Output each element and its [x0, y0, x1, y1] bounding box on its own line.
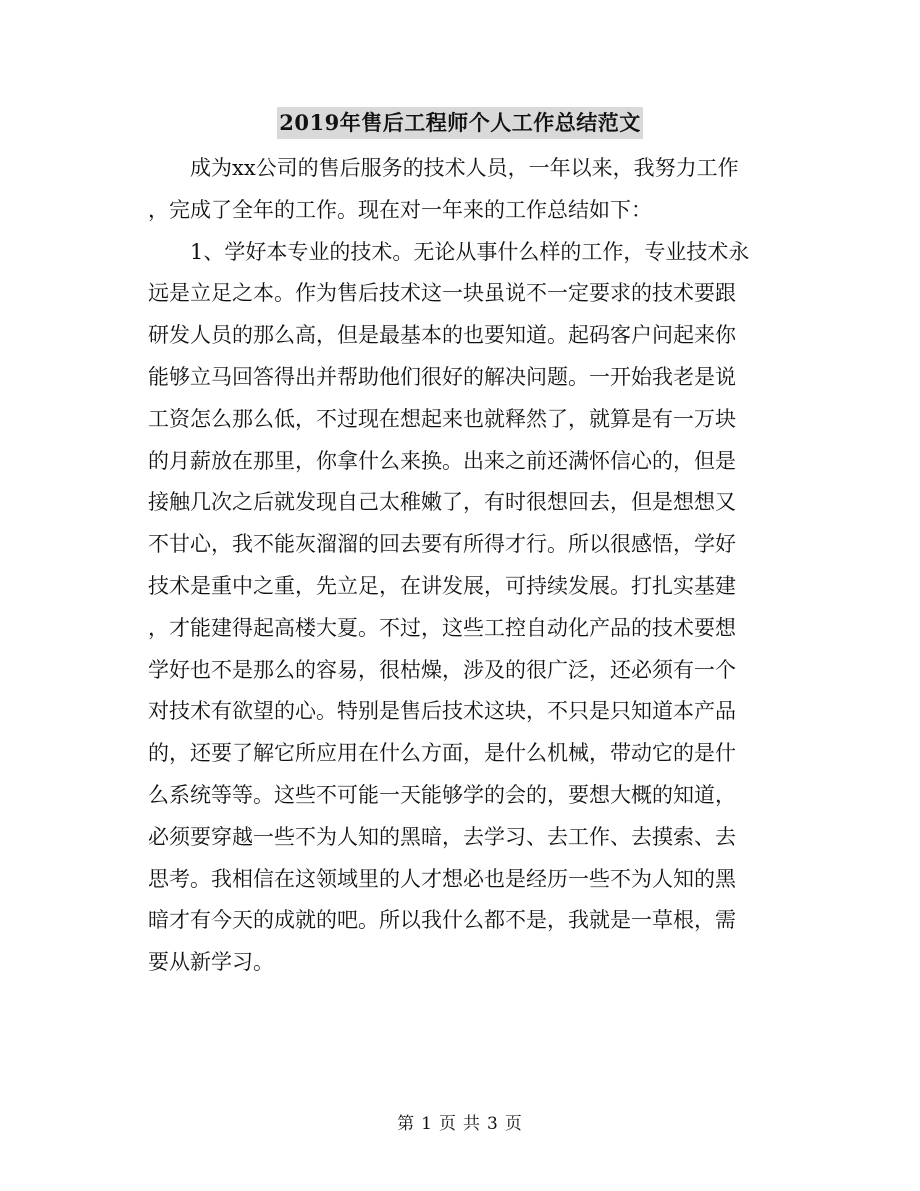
body-line: ，完成了全年的工作。现在对一年来的工作总结如下：: [148, 197, 652, 222]
body-line: 对技术有欲望的心。特别是售后技术这块，不只是只知道本产品: [148, 699, 736, 724]
body-line: 研发人员的那么高，但是最基本的也要知道。起码客户问起来你: [148, 323, 736, 348]
body-line: 能够立马回答得出并帮助他们很好的解决问题。一开始我老是说: [148, 364, 736, 389]
body-line: 技术是重中之重，先立足，在讲发展，可持续发展。打扎实基建: [148, 573, 736, 598]
footer-label-total: 共: [463, 1114, 481, 1134]
body-line: ，才能建得起高楼大夏。不过，这些工控自动化产品的技术要想: [148, 615, 736, 640]
body-line: 工资怎么那么低，不过现在想起来也就释然了，就算是有一万块: [148, 406, 736, 431]
body-line: 远是立足之本。作为售后技术这一块虽说不一定要求的技术要跟: [148, 281, 736, 306]
body-line: 思考。我相信在这领域里的人才想必也是经历一些不为人知的黑: [148, 866, 736, 891]
footer-current-page: 1: [421, 1114, 433, 1134]
body-line: 1、学好本专业的技术。无论从事什么样的工作，专业技术永: [148, 239, 750, 264]
body-line: 不甘心，我不能灰溜溜的回去要有所得才行。所以很感悟，学好: [148, 532, 736, 557]
page-footer: [0, 1112, 920, 1136]
body-line: 的，还要了解它所应用在什么方面，是什么机械，带动它的是什: [148, 741, 736, 766]
footer-label-page-unit: 页: [439, 1114, 457, 1134]
body-line: 的月薪放在那里，你拿什么来换。出来之前还满怀信心的，但是: [148, 448, 736, 473]
body-line: 必须要穿越一些不为人知的黑暗，去学习、去工作、去摸索、去: [148, 824, 736, 849]
body-line: 成为xx公司的售后服务的技术人员，一年以来，我努力工作: [148, 156, 739, 180]
title-wrap: [0, 107, 920, 139]
document-title: 2019年售后工程师个人工作总结范文: [277, 107, 642, 139]
body-line: 要从新学习。: [148, 950, 274, 975]
body-line: 暗才有今天的成就的吧。所以我什么都不是，我就是一草根，需: [148, 908, 736, 933]
document-body: [148, 148, 778, 984]
footer-label-page: 第: [397, 1114, 416, 1134]
body-line: 接触几次之后就发现自己太稚嫩了，有时很想回去，但是想想又: [148, 490, 736, 515]
footer-total-pages: 3: [487, 1114, 499, 1134]
body-line: 么系统等等。这些不可能一天能够学的会的，要想大概的知道，: [148, 782, 736, 807]
body-line: 学好也不是那么的容易，很枯燥，涉及的很广泛，还必须有一个: [148, 657, 736, 682]
footer-label-total-unit: 页: [504, 1114, 523, 1134]
